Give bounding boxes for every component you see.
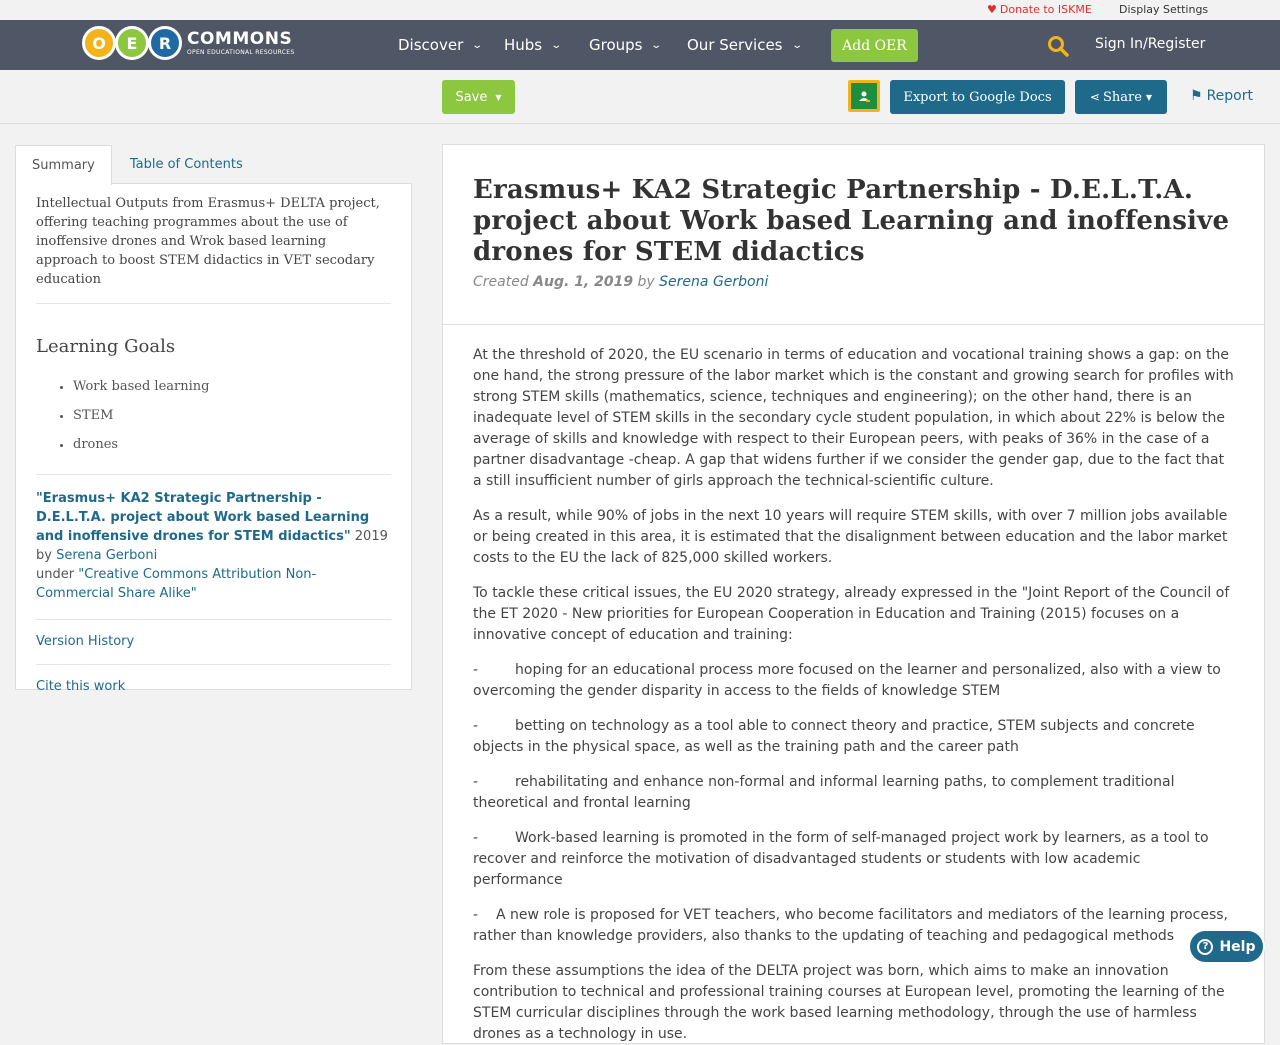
body-paragraph: To tackle these critical issues, the EU 2020 strategy, already expressed in the "Joint Report of the Council of the ET 2020 - New priorities for European Cooperation in Education and Training (2015) focuses on a innovative concept of education and training: <box>473 585 1230 643</box>
created-date: Aug. 1, 2019 <box>533 274 634 290</box>
share-icon: ⋖ <box>1089 90 1100 104</box>
body-bullet <box>473 660 1234 702</box>
body-paragraph: From these assumptions the idea of the DELTA project was born, which aims to make an innovation contribution to technical and professional training courses at European level, promoting the learning of the STEM curricular disciplines through the work based learning methodology, through the use of harmless drones as a technology in use. <box>473 963 1225 1042</box>
sidebar-tabs <box>15 145 412 184</box>
save-label: Save <box>455 89 488 105</box>
bullet-dash: - <box>473 662 479 678</box>
chevron-down-icon: ⌄ <box>550 39 563 51</box>
nav-hubs[interactable] <box>504 36 561 54</box>
logo-name: COMMONS <box>187 28 293 49</box>
chevron-down-icon: ⌄ <box>471 39 484 51</box>
logo-letter-o: O <box>82 26 116 60</box>
version-history-link[interactable]: Version History <box>36 634 135 649</box>
attribution-under: under <box>36 567 79 582</box>
search-icon[interactable] <box>1047 35 1069 57</box>
created-info <box>473 274 1234 290</box>
flag-icon: ⚑ <box>1190 88 1203 104</box>
oer-commons-logo[interactable] <box>82 26 295 60</box>
bullet-text: betting on technology as a tool able to connect theory and practice, STEM subjects and concrete objects in the physical space, as well as the training path and the career path <box>473 718 1195 755</box>
bullet-dash: - <box>473 907 479 923</box>
heart-icon: ♥ <box>987 3 997 16</box>
display-settings-link[interactable]: Display Settings <box>1119 3 1209 16</box>
nav-discover-label: Discover <box>398 36 464 54</box>
body-bullet <box>473 905 1234 947</box>
help-button[interactable] <box>1188 929 1265 964</box>
list-item: • drones <box>73 437 391 452</box>
logo-letter-r: R <box>148 26 182 60</box>
caret-down-icon: ▼ <box>495 92 502 102</box>
created-by: by <box>637 274 655 290</box>
created-label: Created <box>473 274 529 290</box>
donate-label: Donate to ISKME <box>999 3 1092 16</box>
tab-summary[interactable]: Summary <box>15 145 112 185</box>
learning-goals-list <box>36 379 391 452</box>
chevron-down-icon: ⌄ <box>790 39 803 51</box>
resource-sidebar <box>15 145 412 694</box>
body-bullet <box>473 716 1234 758</box>
body-bullet <box>473 828 1234 891</box>
report-label: Report <box>1206 88 1253 104</box>
resource-body <box>443 325 1264 1045</box>
save-button[interactable] <box>442 80 515 114</box>
bullet-dash: - <box>473 718 479 734</box>
nav-discover[interactable] <box>398 36 482 54</box>
bullet-dash: - <box>473 830 479 846</box>
help-label: Help <box>1219 938 1256 955</box>
list-item: • STEM <box>73 408 391 423</box>
body-paragraph: At the threshold of 2020, the EU scenario in terms of education and vocational training shows a gap: on the one hand, the strong pressure of the labor market which is the constant and growing search for profiles with strong STEM skills (mathematics, science, techniques and engineering); on the other hand, there is an inadequate level of STEM skills in the secondary cycle student population, in which about 22% is below the average of skills and knowledge with respect to their European peers, with peaks of 36% in the case of a partner disadvantage -cheap. A gap that widens further if we consider the gender gap, due to the fact that a still insufficient number of girls approach the technical-scientific culture. <box>473 347 1234 489</box>
learning-goals-heading: Learning Goals <box>36 336 176 357</box>
attribution-block <box>36 474 391 620</box>
main-navbar <box>0 20 1280 70</box>
bullet-text: hoping for an educational process more focused on the learner and personalized, also with a view to overcoming the gender disparity in access to the fields of knowledge STEM <box>473 662 1221 699</box>
google-classroom-button[interactable] <box>848 80 880 112</box>
resource-main <box>442 144 1265 1044</box>
body-paragraph: As a result, while 90% of jobs in the next 10 years will require STEM skills, with over 7 million jobs available or being created in this area, it is estimated that the disalignment between education and the labor market costs to the EU the lack of 825,000 skilled workers. <box>473 508 1228 566</box>
share-label: Share <box>1102 89 1142 105</box>
attribution-title-link[interactable]: "Erasmus+ KA2 Strategic Partnership - D.E.L.T.A. project about Work based Learning and inoffensive drones for STEM didactics" <box>36 491 370 544</box>
export-google-docs-button[interactable]: Export to Google Docs <box>890 80 1065 114</box>
sign-in-register-link[interactable]: Sign In/Register <box>1095 36 1206 52</box>
list-item: • Work based learning <box>73 379 391 394</box>
resource-header <box>443 145 1264 325</box>
resource-description: Intellectual Outputs from Erasmus+ DELTA project, offering teaching programmes about the use of inoffensive drones and Wrok based learning approach to boost STEM didactics in VET secodary education <box>36 194 391 304</box>
nav-groups-label: Groups <box>589 36 643 54</box>
share-button[interactable] <box>1075 80 1167 114</box>
help-icon: ? <box>1197 939 1213 955</box>
chevron-down-icon: ⌄ <box>650 39 663 51</box>
summary-panel <box>15 183 412 694</box>
add-oer-button[interactable]: Add OER <box>831 29 918 62</box>
attribution-year: 2019 by <box>36 529 388 563</box>
author-link[interactable]: Serena Gerboni <box>659 274 769 290</box>
bullet-text: Work-based learning is promoted in the form of self-managed project work by learners, as a tool to recover and reinforce the motivation of disadvantaged students or students with low academic performance <box>473 830 1209 888</box>
utility-bar <box>0 0 1280 20</box>
cite-this-work-link[interactable]: Cite this work <box>36 679 126 694</box>
caret-down-icon: ▼ <box>1145 92 1153 102</box>
nav-groups[interactable] <box>589 36 661 54</box>
nav-our-services-label: Our Services <box>687 36 783 54</box>
attribution-author-link[interactable]: Serena Gerboni <box>56 548 158 563</box>
body-bullet <box>473 772 1234 814</box>
tab-table-of-contents[interactable]: Table of Contents <box>129 157 243 172</box>
bullet-text: A new role is proposed for VET teachers, who become facilitators and mediators of the learning process, rather than knowledge providers, also thanks to the updating of teaching and pedagogical methods <box>473 907 1228 944</box>
google-classroom-icon <box>851 83 877 109</box>
license-link[interactable]: "Creative Commons Attribution Non-Commercial Share Alike" <box>36 567 317 601</box>
nav-our-services[interactable] <box>687 36 801 54</box>
donate-link[interactable] <box>987 3 1092 16</box>
bullet-text: rehabilitating and enhance non-formal and informal learning paths, to complement traditional theoretical and frontal learning <box>473 774 1175 811</box>
bullet-dash: - <box>473 774 479 790</box>
logo-tagline: OPEN EDUCATIONAL RESOURCES <box>187 48 295 56</box>
logo-letter-e: E <box>115 26 149 60</box>
resource-toolbar <box>0 70 1280 124</box>
page-title: Erasmus+ KA2 Strategic Partnership - D.E.L.T.A. project about Work based Learning and inoffensive drones for STEM didactics <box>473 175 1230 267</box>
nav-hubs-label: Hubs <box>504 36 543 54</box>
report-link[interactable] <box>1190 88 1253 104</box>
